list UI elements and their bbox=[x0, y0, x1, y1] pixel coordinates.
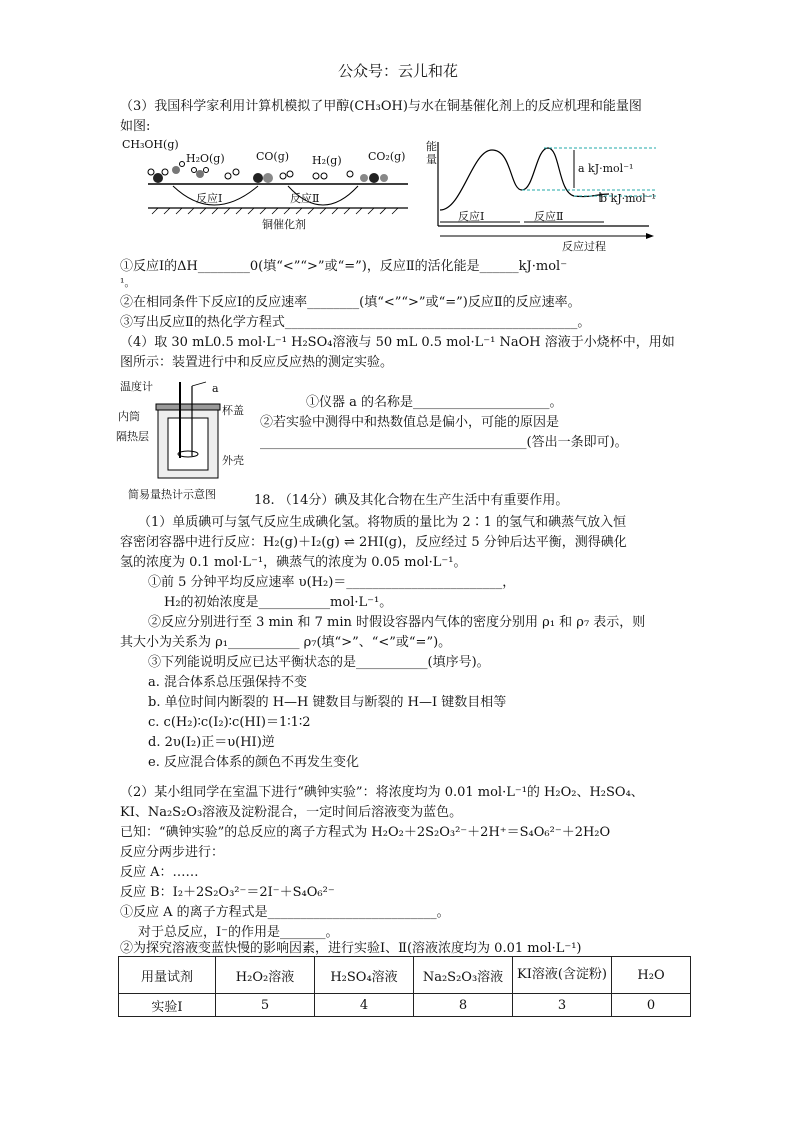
table-cell: 4 bbox=[315, 994, 414, 1017]
q4-a: ①仪器 a 的名称是_____________________。 bbox=[306, 395, 563, 410]
q3-intro-2: 如图: bbox=[120, 119, 151, 134]
label-shell: 外壳 bbox=[222, 454, 244, 467]
option-b: b. 单位时间内断裂的 H—H 键数目与断裂的 H—I 键数目相等 bbox=[148, 695, 507, 710]
label-insulation: 隔热层 bbox=[116, 430, 149, 443]
q4-c: _________________________________________(答出一条即可)。 bbox=[260, 435, 628, 450]
q18-1g: 其大小为关系为 ρ₁___________ ρ₇(填“>”、“<”或“=”)。 bbox=[120, 635, 452, 650]
table-header-cell: Na₂S₂O₃溶液 bbox=[414, 957, 513, 994]
table-header-cell: H₂O bbox=[612, 957, 691, 994]
label-process: 反应过程 bbox=[562, 240, 606, 253]
table-cell: 3 bbox=[513, 994, 612, 1017]
table-header-cell: 用量试剂 bbox=[119, 957, 216, 994]
label-a: a bbox=[212, 382, 219, 395]
table-cell: 5 bbox=[216, 994, 315, 1017]
label-h2o: H₂O(g) bbox=[186, 152, 225, 165]
table-cell: 8 bbox=[414, 994, 513, 1017]
q18-2e: 反应 A：…… bbox=[120, 865, 199, 880]
q18-title: 18. （14分）碘及其化合物在生产生活中有重要作用。 bbox=[254, 493, 569, 508]
q4-b: ②若实验中测得中和热数值总是偏小，可能的原因是 bbox=[260, 415, 560, 430]
q18-1e: H₂的初始浓度是___________mol·L⁻¹。 bbox=[164, 595, 393, 610]
table-header-row bbox=[119, 957, 691, 994]
q3-1b: ¹。 bbox=[120, 276, 136, 289]
q18-2h: 对于总反应，I⁻的作用是_______。 bbox=[138, 925, 339, 940]
label-a-energy: a kJ·mol⁻¹ bbox=[578, 162, 634, 175]
label-thermometer: 温度计 bbox=[120, 380, 153, 393]
q18-2i: ②为探究溶液变蓝快慢的影响因素，进行实验Ⅰ、Ⅱ(溶液浓度均为 0.01 mol·L⁻¹) bbox=[120, 941, 582, 956]
table-header-cell: H₂O₂溶液 bbox=[216, 957, 315, 994]
label-co2: CO₂(g) bbox=[368, 150, 406, 163]
option-c: c. c(H₂)∶c(I₂)∶c(HI)＝1∶1∶2 bbox=[148, 715, 311, 730]
q4-2: 图所示：装置进行中和反应反应热的测定实验。 bbox=[120, 355, 394, 370]
table-cell: 实验Ⅰ bbox=[119, 994, 216, 1017]
experiment-table bbox=[118, 956, 691, 1017]
label-co: CO(g) bbox=[256, 150, 290, 163]
option-d: d. 2υ(I₂)正＝υ(HI)逆 bbox=[148, 735, 275, 750]
q18-1b: 容密闭容器中进行反应：H₂(g)＋I₂(g) ⇌ 2HI(g)，反应经过 5 分钟后达平衡，测得碘化 bbox=[120, 535, 627, 550]
label-energy-r2: 反应Ⅱ bbox=[534, 210, 564, 223]
q18-2g: ①反应 A 的离子方程式是__________________________。 bbox=[120, 905, 450, 920]
q3-2: ②在相同条件下反应Ⅰ的反应速率________(填“<”“>”或“=”)反应Ⅱ的反应速率。 bbox=[120, 295, 581, 310]
q3-3: ③写出反应Ⅱ的热化学方程式_____________________________________________。 bbox=[120, 315, 591, 330]
label-catalyst: 铜催化剂 bbox=[262, 218, 306, 231]
label-b-energy: b kJ·mol⁻¹ bbox=[600, 192, 656, 205]
page-header: 公众号：云儿和花 bbox=[338, 62, 459, 80]
calorimeter-caption: 简易量热计示意图 bbox=[128, 488, 216, 501]
q18-1a: （1）单质碘可与氢气反应生成碘化氢。将物质的量比为 2∶1 的氢气和碘蒸气放入恒 bbox=[138, 515, 627, 530]
label-h2: H₂(g) bbox=[312, 154, 342, 167]
label-energy-r1: 反应Ⅰ bbox=[458, 210, 485, 223]
q18-1f: ②反应分别进行至 3 min 和 7 min 时假设容器内气体的密度分别用 ρ₁ 和 ρ₇ 表示，则 bbox=[148, 615, 646, 630]
q4-1: （4）取 30 mL0.5 mol·L⁻¹ H₂SO₄溶液与 50 mL 0.5 mol·L⁻¹ NaOH 溶液于小烧杯中，用如 bbox=[120, 335, 675, 350]
q18-2c: 已知：“碘钟实验”的总反应的离子方程式为 H₂O₂＋2S₂O₃²⁻＋2H⁺＝S₄O₆²⁻＋2H₂O bbox=[120, 825, 611, 840]
table-row bbox=[119, 994, 691, 1017]
q18-2a: （2）某小组同学在室温下进行“碘钟实验”：将浓度均为 0.01 mol·L⁻¹的 H₂O₂、H₂SO₄、 bbox=[120, 785, 644, 800]
table-header-cell: H₂SO₄溶液 bbox=[315, 957, 414, 994]
q18-1d: ①前 5 分钟平均反应速率 υ(H₂)＝________________________， bbox=[148, 575, 516, 590]
q3-intro: （3）我国科学家利用计算机模拟了甲醇(CH₃OH)与水在铜基催化剂上的反应机理和能量图 bbox=[120, 99, 642, 114]
table-header-cell: KI溶液(含淀粉) bbox=[513, 957, 612, 994]
q18-2f: 反应 B：I₂＋2S₂O₃²⁻＝2I⁻＋S₄O₆²⁻ bbox=[120, 885, 335, 900]
label-energy: 能量 bbox=[426, 140, 437, 166]
label-ch3oh: CH₃OH(g) bbox=[122, 138, 179, 151]
label-reaction-2: 反应Ⅱ bbox=[290, 192, 320, 205]
q18-1c: 氢的浓度为 0.1 mol·L⁻¹，碘蒸气的浓度为 0.05 mol·L⁻¹。 bbox=[120, 555, 467, 570]
q3-1: ①反应Ⅰ的ΔH________0(填“<”“>”或“=”)，反应Ⅱ的活化能是______kJ·mol⁻ bbox=[120, 259, 568, 274]
q18-1h: ③下列能说明反应已达平衡状态的是___________(填序号)。 bbox=[148, 655, 490, 670]
label-inner: 内筒 bbox=[118, 410, 140, 423]
option-a: a. 混合体系总压强保持不变 bbox=[148, 675, 308, 690]
label-lid: 杯盖 bbox=[222, 404, 244, 417]
q18-2b: KI、Na₂S₂O₃溶液及淀粉混合，一定时间后溶液变为蓝色。 bbox=[120, 805, 463, 820]
table-cell: 0 bbox=[612, 994, 691, 1017]
q18-2d: 反应分两步进行： bbox=[120, 845, 225, 860]
option-e: e. 反应混合体系的颜色不再发生变化 bbox=[148, 755, 359, 770]
label-reaction-1: 反应Ⅰ bbox=[196, 192, 223, 205]
